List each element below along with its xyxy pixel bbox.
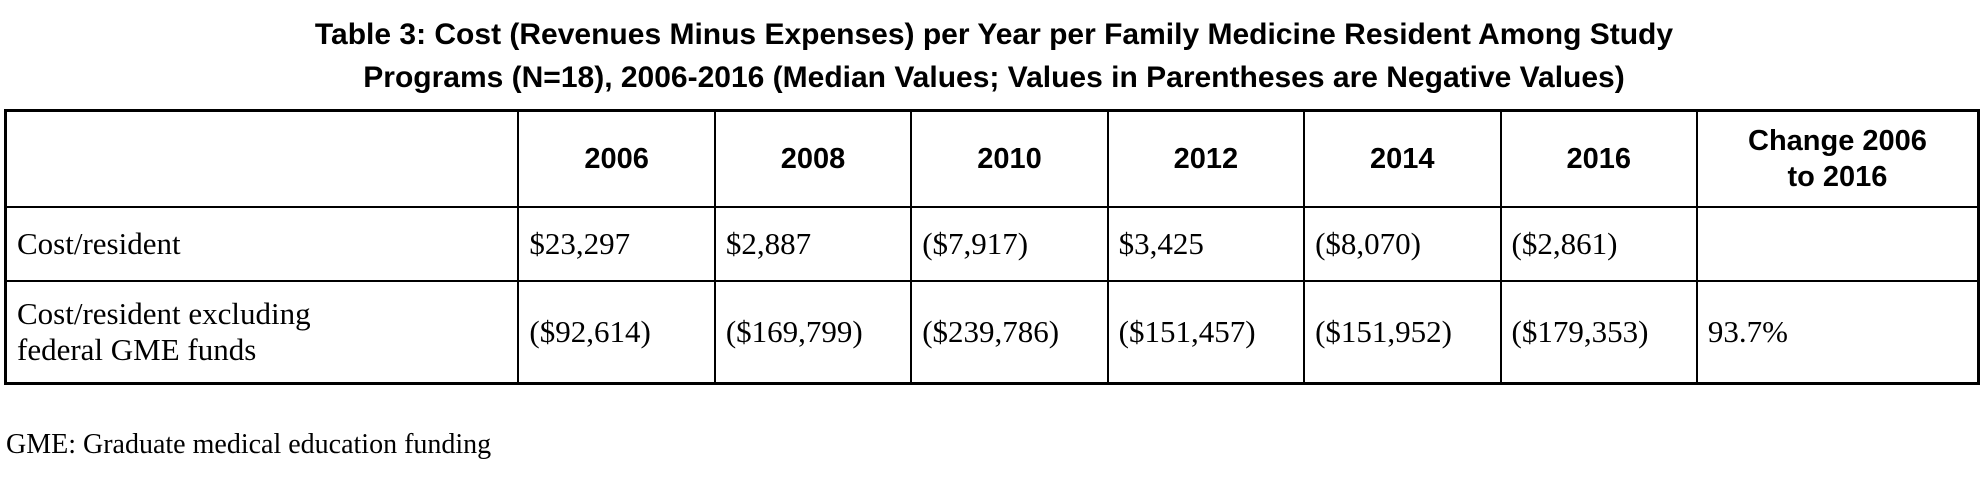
row-label-cost-per-resident: Cost/resident (6, 207, 519, 281)
table-footnote: GME: Graduate medical education funding (6, 429, 492, 461)
cell-cost-change (1697, 207, 1979, 281)
cell-cost-2008: $2,887 (715, 207, 911, 281)
table-container (0, 109, 1988, 385)
cell-cost-2006: $23,297 (518, 207, 714, 281)
title-line-2: Programs (N=18), 2006-2016 (Median Values; Values in Parentheses are Negative Values) (363, 60, 1625, 94)
cell-cost-2016: ($2,861) (1501, 207, 1697, 281)
title-line-1: Table 3: Cost (Revenues Minus Expenses) per Year per Family Medicine Resident Among Study (314, 18, 1674, 51)
cell-excl-2006: ($92,614) (518, 281, 714, 384)
header-change-line-1: Change 2006 (1748, 124, 1927, 157)
table-row (6, 281, 1979, 384)
cell-cost-2014: ($8,070) (1304, 207, 1500, 281)
cell-excl-2012: ($151,457) (1108, 281, 1304, 384)
cell-excl-change: 93.7% (1697, 281, 1979, 384)
table-header (6, 111, 1979, 208)
cell-excl-2016: ($179,353) (1501, 281, 1697, 384)
row-label-line-2: federal GME funds (17, 332, 257, 368)
header-2016: 2016 (1501, 111, 1697, 208)
table-row (6, 207, 1979, 281)
header-corner (6, 111, 519, 208)
header-row (6, 111, 1979, 208)
header-2008: 2008 (715, 111, 911, 208)
cell-cost-2010: ($7,917) (911, 207, 1107, 281)
table-body (6, 207, 1979, 384)
cell-excl-2010: ($239,786) (911, 281, 1107, 384)
cell-excl-2008: ($169,799) (715, 281, 911, 384)
row-label-line-1: Cost/resident excluding (17, 296, 311, 332)
header-2010: 2010 (911, 111, 1107, 208)
cost-per-resident-table (4, 109, 1980, 385)
cell-cost-2012: $3,425 (1108, 207, 1304, 281)
header-change-line-2: to 2016 (1787, 161, 1888, 194)
header-2014: 2014 (1304, 111, 1500, 208)
row-label-cost-excluding-gme (6, 281, 519, 384)
header-2006: 2006 (518, 111, 714, 208)
header-2012: 2012 (1108, 111, 1304, 208)
header-change-2006-to-2016 (1697, 111, 1979, 208)
page-title (0, 0, 1988, 109)
cell-excl-2014: ($151,952) (1304, 281, 1500, 384)
